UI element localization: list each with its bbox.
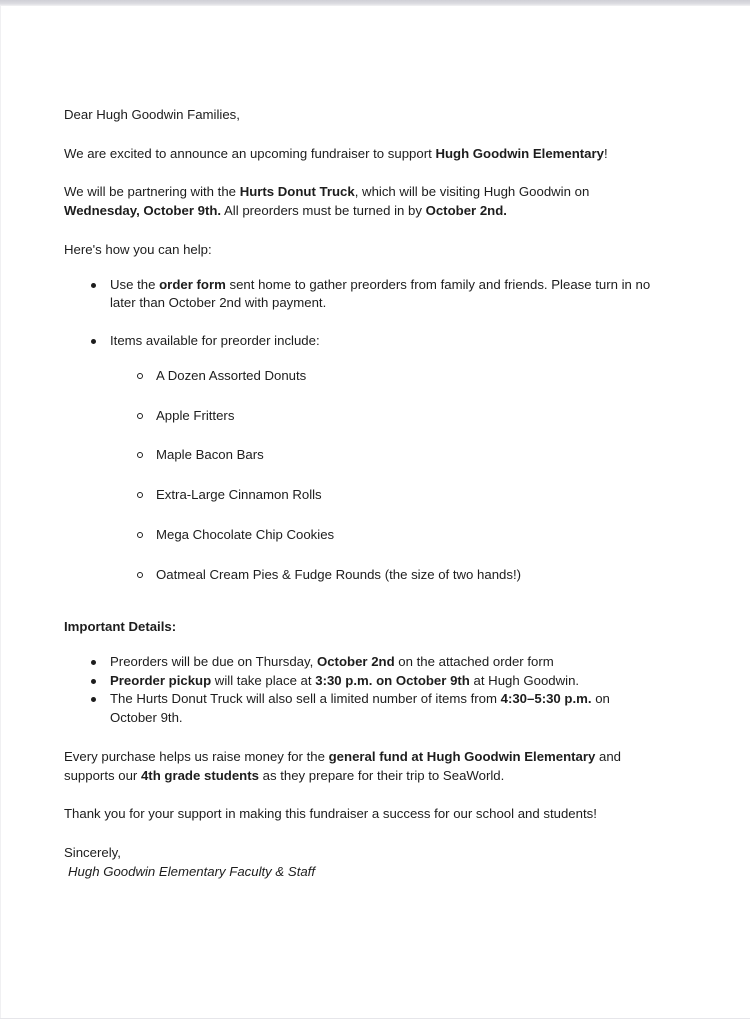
intro-school-name: Hugh Goodwin Elementary	[435, 145, 604, 161]
partner-text-1: We will be partnering with the	[64, 184, 240, 200]
list-item: A Dozen Assorted Donuts	[110, 367, 656, 386]
general-fund-label: general fund at Hugh Goodwin Elementary	[328, 748, 596, 764]
page-top-edge-band	[0, 0, 750, 6]
help-list-item-preorder-lead	[64, 332, 656, 584]
partner-paragraph	[64, 183, 656, 220]
pickup-text-1: will take place at	[211, 672, 316, 688]
partner-text-3: All preorders must be turned in by	[221, 203, 426, 219]
letter-body	[64, 106, 656, 882]
list-item: Extra-Large Cinnamon Rolls	[110, 486, 656, 505]
pickup-label: Preorder pickup	[110, 672, 212, 688]
intro-text-after: !	[603, 145, 608, 161]
help-list-item-order-form	[64, 276, 656, 313]
truck-sale-text-1: The Hurts Donut Truck will also sell a limited number of items from	[110, 691, 501, 707]
order-form-text-2: sent home to gather preorders from family and friends. Please turn in no later than October 2nd with payment.	[110, 276, 651, 311]
partner-visit-date: Wednesday, October 9th.	[64, 203, 222, 219]
preorder-lead-text: Items available for preorder include:	[110, 333, 320, 349]
due-text-1: Preorders will be due on Thursday,	[110, 654, 317, 670]
important-details-heading: Important Details:	[64, 619, 177, 635]
important-item-due-date	[64, 653, 656, 672]
order-form-text-1: Use the	[110, 276, 160, 292]
list-item: Apple Fritters	[110, 407, 656, 426]
truck-sale-time-value: 4:30–5:30 p.m.	[500, 691, 592, 707]
page-bottom-edge-line	[0, 1018, 750, 1019]
help-list	[64, 276, 656, 585]
intro-text-before: We are excited to announce an upcoming fundraiser to support	[64, 145, 436, 161]
grade-students-label: 4th grade students	[140, 767, 259, 783]
help-lead-in: Here's how you can help:	[64, 241, 212, 257]
signature-block	[64, 844, 656, 881]
list-item: Mega Chocolate Chip Cookies	[110, 526, 656, 545]
important-item-truck-sale	[64, 690, 656, 727]
partner-truck-name: Hurts Donut Truck	[239, 184, 355, 200]
partner-deadline-date: October 2nd.	[425, 203, 507, 219]
intro-paragraph	[64, 145, 656, 164]
pickup-text-2: at Hugh Goodwin.	[469, 672, 580, 688]
important-details-list	[64, 653, 656, 728]
important-item-pickup	[64, 672, 656, 691]
purchase-text-1: Every purchase helps us raise money for the	[64, 748, 329, 764]
list-item: Oatmeal Cream Pies & Fudge Rounds (the size of two hands!)	[110, 566, 656, 585]
sign-off: Sincerely,	[64, 845, 121, 861]
page-left-edge-line	[0, 6, 1, 1019]
list-item: Maple Bacon Bars	[110, 446, 656, 465]
salutation: Dear Hugh Goodwin Families,	[64, 107, 240, 122]
purchase-text-2: and supports our	[64, 748, 622, 783]
thank-you-paragraph: Thank you for your support in making this fundraiser a success for our school and students!	[64, 806, 597, 822]
signature-name: Hugh Goodwin Elementary Faculty & Staff	[68, 863, 316, 879]
pickup-time-value: 3:30 p.m. on October 9th	[315, 672, 470, 688]
preorder-items-list	[110, 367, 656, 584]
order-form-label: order form	[159, 276, 226, 292]
due-text-2: on the attached order form	[394, 654, 554, 670]
due-date-value: October 2nd	[316, 654, 395, 670]
section-spacer	[64, 584, 656, 618]
truck-sale-text-2: on October 9th.	[110, 691, 610, 726]
purchase-text-3: as they prepare for their trip to SeaWorld.	[258, 767, 505, 783]
partner-text-2: , which will be visiting Hugh Goodwin on	[354, 184, 590, 200]
purchase-impact-paragraph	[64, 748, 656, 785]
